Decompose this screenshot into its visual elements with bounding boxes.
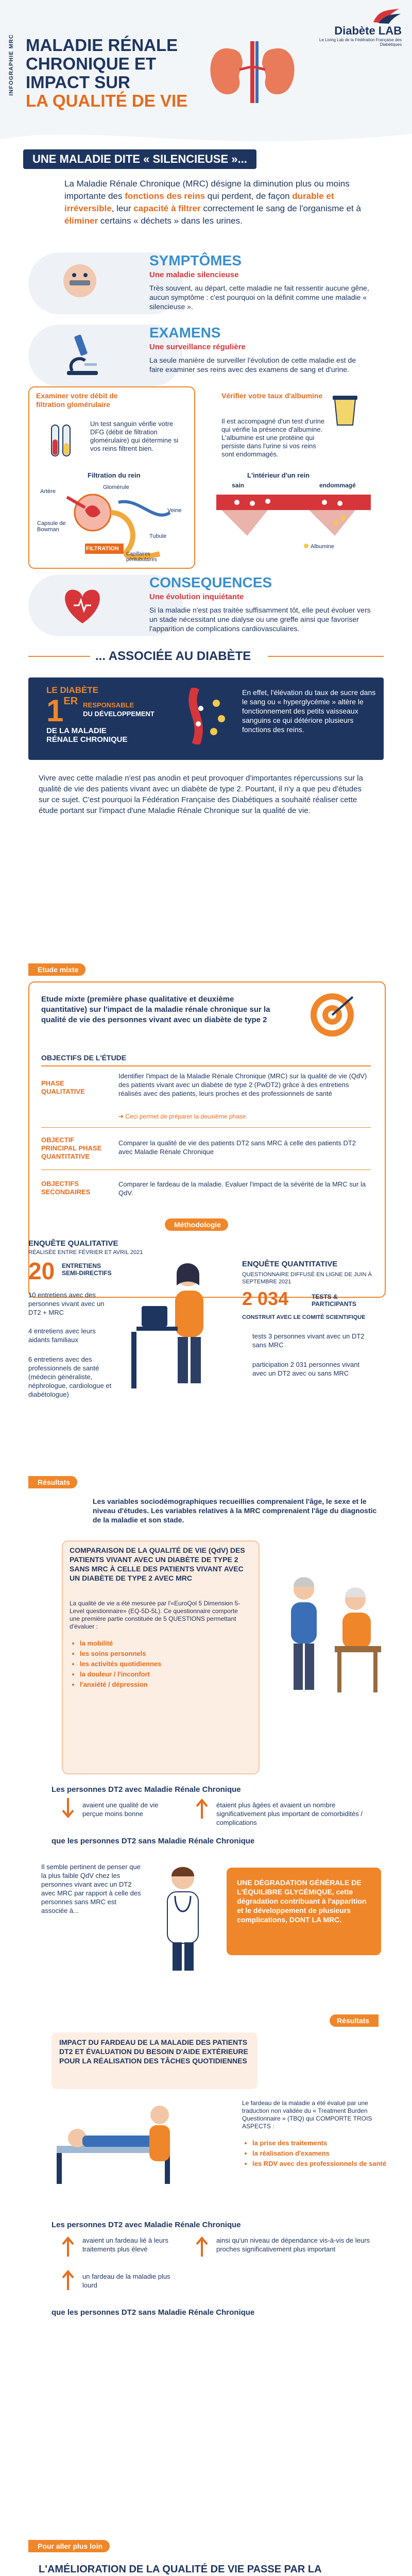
target-icon: [309, 992, 355, 1038]
kidney-illustration: [201, 39, 304, 106]
arrow-icon: ➜: [118, 1113, 126, 1120]
than-label-1: que les personnes DT2 sans Maladie Rénale Chronique: [52, 1837, 255, 1845]
quant-item-2: participation 2 031 personnes vivant avec un DT2 avec ou sans MRC: [252, 1361, 360, 1377]
label-endommage: endommagé: [319, 482, 356, 489]
diabete-heading: ... ASSOCIÉE AU DIABÈTE: [95, 649, 251, 663]
with-mrc-label-2: Les personnes DT2 avec Maladie Rénale Chronique: [52, 2221, 241, 2229]
objectifs-title: OBJECTIFS DE L'ÉTUDE: [41, 1054, 127, 1062]
page-title: MALADIE RÉNALE CHRONIQUE ET IMPACT SUR LA QUALITÉ DE VIE: [26, 36, 188, 110]
objectifs-secondaires-label: OBJECTIFS SECONDAIRES: [41, 1180, 91, 1196]
consequences-subtitle: Une évolution inquiétante: [149, 592, 244, 601]
fardeau-body: Le fardeau de la maladie a été évalué par une traduction non validée du « Treatment Burden Questionnaire » (TBQ) qui COMPORTE TROIS ASPECTS :: [242, 2099, 372, 2130]
label-veine: Veine: [167, 507, 182, 514]
phase-qual-label: PHASE QUALITATIVE: [41, 1079, 85, 1095]
qual-item-2: 4 entretiens avec leurs aidants familiaux: [28, 1327, 96, 1344]
label-artere: Artère: [40, 488, 56, 495]
pertinent-text: Il semble pertinent de penser que la plus faible QdV chez les personnes vivant avec un DT2 avec MRC par rapport à celle des personnes sans MRC est associée à...: [41, 1863, 141, 1914]
dfg-title: Examiner votre débit de filtration glomérulaire: [36, 392, 118, 409]
diabete-divider-left: [28, 656, 90, 657]
quant-sub2: CONSTRUIT AVEC LE COMITÉ SCIENTIFIQUE: [242, 1314, 366, 1320]
qdv-list: • la mobilité • les soins personnels • les activités quotidiennes • la douleur / l'inconfort • l'anxiété / dépression: [70, 1638, 161, 1690]
section-diabete: [0, 647, 412, 896]
quant-item-1: tests 3 personnes vivant avec un DT2 sans MRC: [252, 1332, 365, 1349]
symptoms-body: Très souvent, au départ, cette maladie ne fait ressentir aucune gêne, aucun symptôme : c'est pourquoi on la définit comme une maladie « silencieuse ».: [149, 284, 369, 311]
heart-kidney-icon: [59, 585, 106, 626]
kidney-compare-illustration: [216, 492, 371, 538]
diabete-divider-right: [268, 656, 384, 657]
diabete-para: Vivre avec cette maladie n'est pas anodin et peut provoquer d'importantes répercussions sur la qualité de vie des patients vivant avec un diabète de type 2. Pourtant, il n'y a que peu d'études sur ce sujet. C'est pourquoi la Fédération Française des Diabétiques a souhaité réaliser cette étude portant sur l'impact d'une Maladie Rénale Chronique sur la qualité de vie.: [39, 774, 363, 815]
qual-date: RÉALISÉE ENTRE FÉVRIER ET AVRIL 2021: [28, 1249, 143, 1256]
methodo-tag: Méthodologie: [165, 1218, 228, 1231]
microscope-icon: [62, 332, 103, 379]
diabete-left: LE DIABÈTE 1 ER RESPONSABLE DU DÉVELOPPEMENT DE LA MALADIE RÉNALE CHRONIQUE: [46, 685, 154, 744]
exams-title: EXAMENS: [149, 325, 221, 341]
section-silencieuse: [0, 149, 412, 247]
up-arrow-icon: [62, 2236, 74, 2257]
quant-big: 2 034: [242, 1288, 289, 1309]
qual-big: 20: [28, 1258, 55, 1284]
exams-subtitle: Une surveillance régulière: [149, 343, 246, 351]
label-glomerule: Glomérule: [103, 484, 129, 490]
quant-big-label: TESTS & PARTICIPANTS: [312, 1293, 356, 1308]
exams-body: La seule manière de surveiller l'évolution de cette maladie est de faire examiner ses reins avec des examens de sang et d'urine.: [149, 356, 356, 374]
plus-loin-tag: Pour aller plus loin: [28, 2540, 110, 2552]
symptoms-subtitle: Une maladie silencieuse: [149, 270, 239, 279]
kidney-inside-title: L'intérieur d'un rein: [247, 471, 310, 479]
objectif-principal-body: Comparer la qualité de vie des patients DT2 sans MRC à celle des patients DT2 avec Maladie Rénale Chronique: [118, 1139, 356, 1156]
phase-qual-body: Identifier l'impact de la Maladie Rénale Chronique (MRC) sur la qualité de vie (QdV) des patients vivant avec un diabète de type 2 (PwDT2) grâce à des entretiens réalisés avec des patients, leurs proches et des professionnels de santé: [118, 1072, 367, 1097]
albumine-legend: Albumine: [304, 544, 334, 550]
side-label: INFOGRAPHIE MRC: [8, 34, 14, 96]
label-filtration: FILTRATION: [86, 546, 119, 552]
patient-bed-illustration: [52, 2099, 185, 2192]
fardeau-title: IMPACT DU FARDEAU DE LA MALADIE DES PATIENTS DT2 ET ÉVALUATION DU BESOIN D'AIDE EXTÉRIEURE POUR LA RÉALISATION DES TÂCHES QUOTIDIENNES: [59, 2038, 248, 2065]
objectifs-secondaires-body: Comparer le fardeau de la maladie. Evaluer l'impact de la sévérité de la MRC sur la QdV.: [118, 1180, 366, 1197]
diabete-right: En effet, l'élévation du taux de sucre dans le sang ou « hyperglycémie » altère le fonctionnement des petits vaisseaux sanguins ce qui détériore plusieurs fonctions des reins.: [242, 688, 376, 734]
blood-tube-icon: [46, 420, 77, 461]
plus-loin-title: L'AMÉLIORATION DE LA QUALITÉ DE VIE PASSE PAR LA: [39, 2564, 321, 2575]
up-arrow-icon: [196, 2236, 208, 2257]
label-capsule: Capsule de Bowman: [37, 520, 66, 533]
silencieuse-body: La Maladie Rénale Chronique (MRC) désigne la diminution plus ou moins importante des fonctions des reins qui perdent, de façon durable et irréversible, leur capacité à filtrer correctement le sang de l'organisme et à éliminer certains « déchets » dans les urines.: [64, 179, 361, 226]
resultats-tag-2: Résultats: [330, 2014, 379, 2027]
phase-qual-note: ➜ Ceci permet de préparer la deuxième phase.: [118, 1113, 248, 1120]
consequences-title: CONSEQUENCES: [149, 574, 272, 590]
quant-title: ENQUÊTE QUANTITATIVE: [242, 1260, 338, 1268]
qual-big-label: ENTRETIENS SEMI-DIRECTIFS: [62, 1262, 112, 1277]
consequences-body: Si la maladie n'est pas traitée suffisamment tôt, elle peut évoluer vers un stade nécessitant une dialyse ou une greffe ainsi que favoriser l'apparition de complications cardiovasculaires.: [149, 606, 371, 633]
qual-title: ENQUÊTE QUALITATIVE: [28, 1239, 118, 1248]
albumin-title: Vérifier votre taux d'albumine: [221, 392, 323, 400]
degradation-text: UNE DÉGRADATION GÉNÉRALE DE L'ÉQUILIBRE GLYCÉMIQUE, cette dégradation contribuant à l'apparition et le développement de plusieurs complications, DONT LA MRC.: [237, 1878, 367, 1924]
finding-2: étaient plus âgées et avaient un nombre significativement plus important de comorbidités / complications: [216, 1801, 363, 1826]
doctor-illustration: [149, 1860, 216, 1973]
fardeau-aspects: • la prise des traitements • la réalisation d'examens • les RDV avec des professionnels de santé: [242, 2138, 386, 2169]
section-resultats-1: [0, 1476, 412, 1991]
qdv-title: COMPARAISON DE LA QUALITÉ DE VIE (QdV) DES PATIENTS VIVANT AVEC UN DIABÈTE DE TYPE 2 SANS MRC À CELLE DES PATIENTS VIVANT AVEC UN DIABÈTE DE TYPE 2 AVEC MRC: [70, 1546, 245, 1582]
section-consequences: [0, 574, 412, 644]
elderly-couple-illustration: [273, 1569, 386, 1703]
down-arrow-icon: [62, 1798, 74, 1819]
than-label-2: que les personnes DT2 sans Maladie Rénale Chronique: [52, 2308, 255, 2317]
albumin-body: Il est accompagné d'un test d'urine qui vérifie la présence d'albumine. L'albumine est une protéine qui persiste dans l'urine si vos reins sont endommagés.: [221, 417, 325, 458]
label-capillaires: Capillaires péritubulaires: [126, 551, 158, 563]
qual-item-1: 10 entretiens avec des personnes vivant avec un DT2 + MRC: [28, 1291, 105, 1316]
header: [0, 0, 412, 155]
resultats-intro: Les variables sociodémographiques recueillies comprenaient l'âge, le sexe et le niveau d'études. Les variables relatives à la MRC comprenaient l'âge du diagnostic de la maladie et son stade.: [93, 1497, 377, 1524]
etude-tag: Etude mixte: [28, 963, 85, 976]
interview-illustration: [121, 1255, 224, 1404]
logo: Diabète LAB Le Living Lab de la Fédération Française des Diabétiques: [314, 8, 402, 47]
label-sain: sain: [232, 482, 245, 489]
up-arrow-icon: [62, 2269, 74, 2290]
section-examens: [0, 325, 412, 572]
fardeau-finding-2: ainsi qu'un niveau de dépendance vis-à-vis de leurs proches significativement plus important: [216, 2236, 370, 2253]
filtration-figure-title: Filtration du rein: [88, 471, 141, 479]
etude-intro: Etude mixte (première phase qualitative et deuxième quantitative) sur l'impact de la maladie rénale chronique sur la qualité de vie des personnes vivant avec un diabète de type 2: [41, 995, 270, 1024]
with-mrc-label-1: Les personnes DT2 avec Maladie Rénale Chronique: [52, 1785, 241, 1794]
qual-item-3: 6 entretiens avec des professionnels de santé (médecin généraliste, néphrologue, cardiologue et diabétologue): [28, 1355, 112, 1398]
quant-sub: QUESTIONNAIRE DIFFUSÉ EN LIGNE DE JUIN À SEPTEMBRE 2021: [242, 1272, 372, 1285]
objectif-principal-label: OBJECTIF PRINCIPAL PHASE QUANTITATIVE: [41, 1136, 102, 1160]
label-tubule: Tubule: [149, 533, 167, 539]
silencieuse-heading: UNE MALADIE DITE « SILENCIEUSE »...: [23, 149, 256, 169]
fardeau-finding-1: avaient un fardeau lié à leurs traitements plus élevé: [82, 2236, 168, 2253]
section-resultats-2: [0, 2014, 412, 2411]
urine-cup-icon: [330, 392, 360, 428]
qdv-body: La qualité de vie a été mesurée par l'«EuroQol 5 Dimension 5-Level questionnaire» (EQ-5D-5L). Ce questionnaire comporte une première partie constituée de 5 QUESTIONS permettant d'évaluer :: [70, 1600, 241, 1630]
dfg-body: Un test sanguin vérifie votre DFG (débit de filtration glomérulaire) qui détermine si vos reins filtrent bien.: [90, 420, 179, 452]
symptoms-title: SYMPTÔMES: [149, 252, 242, 268]
section-plus-loin: [0, 2540, 412, 2576]
resultats-tag-1: Résultats: [28, 1476, 77, 1488]
logo-mark-icon: [371, 8, 402, 24]
blood-vessel-icon: [185, 688, 237, 744]
finding-1: avaient une qualité de vie perçue moins bonne: [82, 1801, 159, 1818]
section-symptomes: [0, 247, 412, 322]
silent-mouth-icon: [62, 263, 98, 299]
up-arrow-icon: [196, 1798, 208, 1819]
fardeau-finding-3: un fardeau de la maladie plus lourd: [82, 2273, 170, 2289]
section-methodologie: [0, 1218, 412, 1476]
